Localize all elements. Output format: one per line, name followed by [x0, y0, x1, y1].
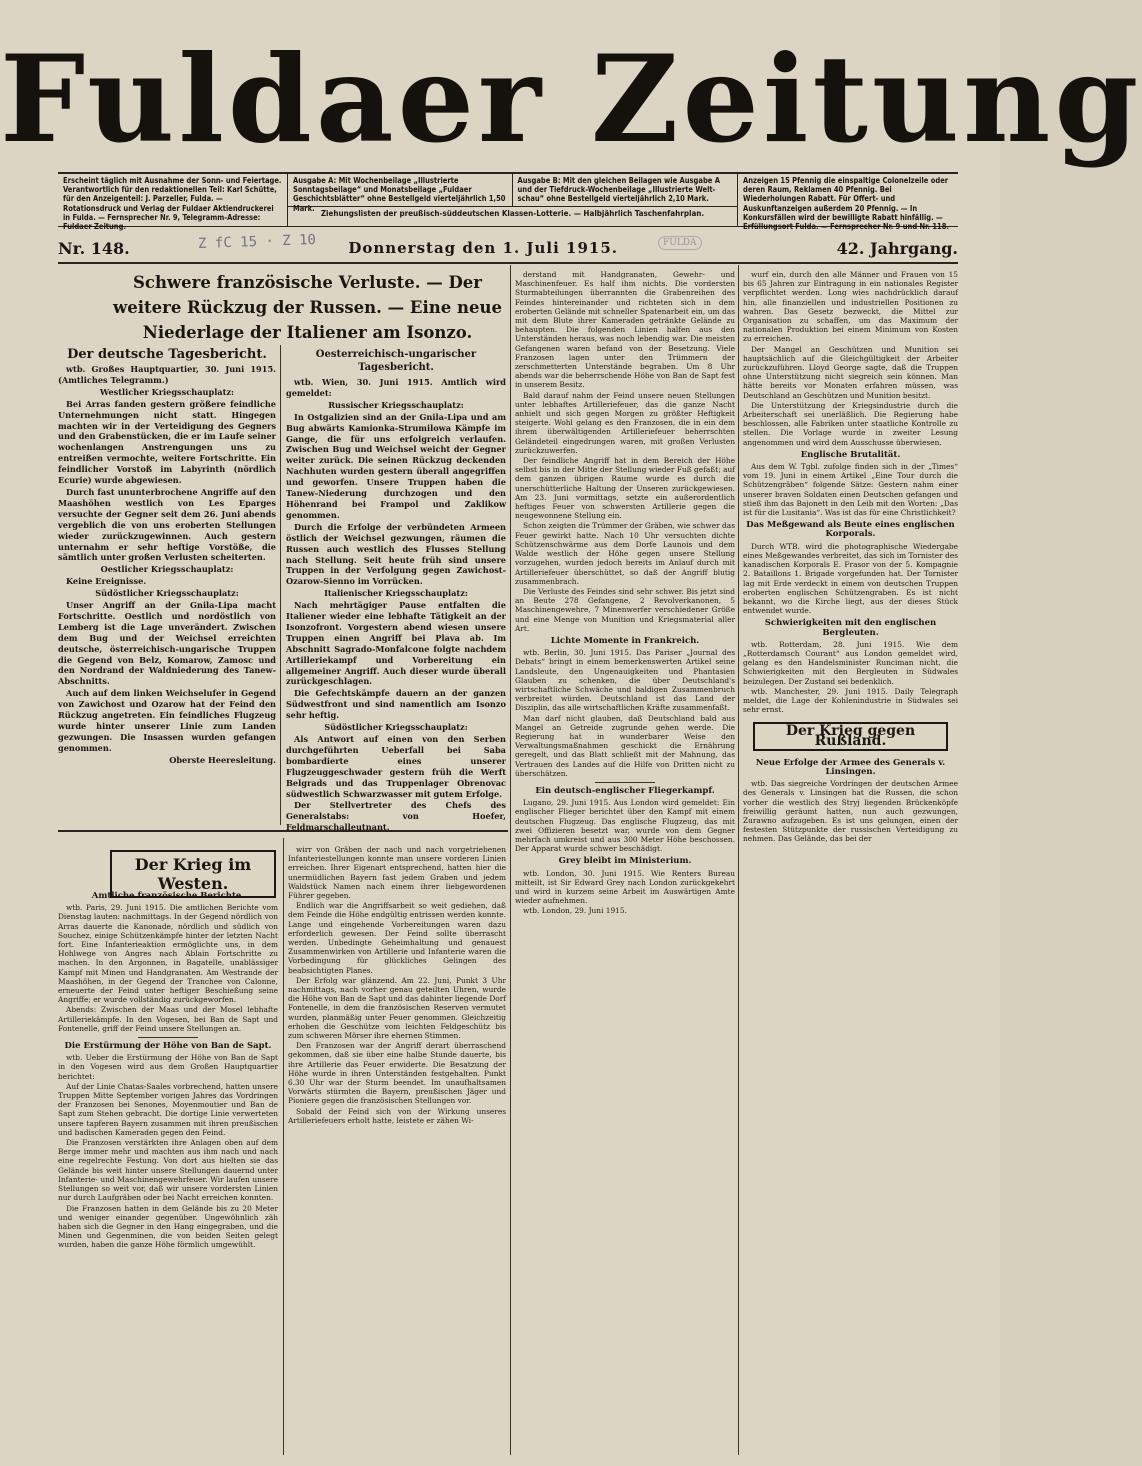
paragraph: Die Franzosen hatten in dem Gelände bis zu 20 Meter und weniger einander gegenüber. Ungewöhnlich zäh haben sich die Gegner in den Hang eingegraben, und die Minen und Gegenminen, die von beiden Seiten gelegt wurden, haben die ganze Höhe förmlich umgewühlt. — [58, 1203, 278, 1250]
paragraph: Russischer Kriegsschauplatz: — [328, 399, 464, 410]
library-stamp: FULDA — [658, 236, 702, 250]
section-title: Der deutsche Tagesbericht. — [67, 347, 267, 362]
paragraph: wtb. Paris, 29. Juni 1915. Die amtlichen Berichte vom Dienstag lauten: nachmittags. In der Gegend nördlich von Arras dauerte die Kanonade, nördlich und südlich von Souchez, einige Schützenkämpfe hinter der letzten Nacht fort. Eine Infanterieaktion ermöglichte uns, in dem Hohlwege von Angres nach Ablain Fortschritte zu machen. In den Argonnen, in Bagatelle, unablässiger Kampf mit Minen und Handgranaten. Am Westrande der Maashöhen, in der Gegend der Tranchee von Calonne, erneuerte der Feind unter heftiger Beschießung seine Angriffe; er wurde vollständig zurückgeworfen. — [58, 903, 278, 1005]
paragraph: Endlich war die Angriffsarbeit so weit gediehen, daß dem Feinde die Höhe endgültig entrissen werden konnte. Lange und eingehende Vorbereitungen waren dazu erforderlich gewesen. Der Feind sollte überrascht werden. Unbedingte Geheimhaltung und genauest Zusammenwirken von Artillerie und Infanterie waren die Vorbedingung für glückliches Gelingen des beabsichtigten Planes. — [288, 901, 506, 975]
paragraph: wtb. Berlin, 30. Juni 1915. Das Pariser „Journal des Debats“ bringt in einem bemerkenswerten Artikel seine Landsleute, den Ungenauigkeiten und Phantasien Glauben zu schenken, die über Deutschland's wirtschaftliche Schwäche und baldigen Zusammenbruch verbreitet würden. Deutschland ist das Land der Disziplin, das alle wirtschaftlichen Kräfte zusammenfaßt. — [515, 648, 735, 713]
masthead-title: Fuldaer Zeitung — [0, 29, 1142, 170]
column-divider — [738, 265, 739, 1455]
paragraph: wtb. Großes Hauptquartier, 30. Juni 1915. (Amtliches Telegramm.) — [58, 364, 276, 385]
subsection-title: Schwierigkeiten mit den englischen Bergleuten. — [764, 618, 937, 638]
section-box-title: Der Krieg im Westen. — [110, 850, 276, 898]
dateline — [58, 238, 958, 258]
paragraph: wurf ein, durch den alle Männer und Frauen von 15 bis 65 Jahren zur Eintragung in ein nationales Register verpflichtet werden. Long wies nachdrücklich darauf hin, alle finanziellen und industriellen Positionen zu wahren. Das Gesetz bezweckt, die Mittel zur Organisation zu schaffen, um das Maximum der nationalen Produktion bei einem Minimum von Kosten zu erreichen. — [743, 270, 958, 344]
info-edition-b: Ausgabe B: Mit den gleichen Beilagen wie Ausgabe A und der Tiefdruck-Wochenbeilage „Illustrierte Welt-schau“ ohne Bestellgeld vierteljährlich 2,10 Mark. — [517, 176, 720, 204]
paragraph: Bei Arras fanden gestern größere feindliche Unternehmungen nicht statt. Hingegen machten wir in der Verteidigung des Gegners und den Grabenstücken, die er im Laufe seiner wochenlangen Anstrengungen uns zu entreißen vermochte, weitere Fortschritte. Ein feindlicher Vorstoß im Labyrinth (nördlich Ecurie) wurde abgewiesen. — [58, 398, 276, 486]
paragraph: Unser Angriff an der Gnila-Lipa macht Fortschritte. Oestlich und nordöstlich von Lemberg ist die Lage unverändert. Zwischen dem Bug und der Weichsel erreichten deutsche, österreichisch-ungarische Truppen die Gegend von Belz, Komarow, Zamosc und den Nordrand der Waldniederung des Tanew-Abschnitts. — [58, 600, 276, 687]
paragraph: Auf der Linie Chatas-Saales vorbrechend, hatten unsere Truppen Mitte September vorigen Jahres das Vordringen der Franzosen bei Senones, Moyenmoutier und Ban de Sapt zum Stehen gebracht. Die dortige Linie verwerteten unsere tapferen Bayern zusammen mit ihren preußischen und badischen Kameraden gegen den Feind. — [58, 1081, 278, 1137]
paragraph: Als Antwort auf einen von den Serben durchgeführten Ueberfall bei Saba bombardierte eines unserer Flugzeuggeschwader gestern früh die Werft Belgrads und das Truppenlager Obrenovac südwestlich Schwarzwasser mit gutem Erfolge. — [286, 734, 506, 799]
subsection-title: Lichte Momente in Frankreich. — [550, 635, 700, 646]
column-oesterreichischer-tagesbericht — [286, 345, 506, 833]
paragraph: wirr von Gräben der nach und nach vorgetriebenen Infanteriestellungen konnte man unsere vorderen Linien erreichen. Ihrer Eigenart entsprechend, hatten hier die unermüdlichen Bayern fast jedem Graben und jedem Waldstück Namen nach einem ihrer liebgewordenen Führer gegeben. — [288, 845, 506, 901]
issue-date: Donnerstag den 1. Juli 1915. — [348, 239, 619, 257]
paragraph: Aus dem W. Tgbl. zufolge finden sich in der „Times“ vom 19. Juni in einem Artikel „Eine Tour durch die Schützengräben“ folgende Sätze: Gestern nahm einer unserer braven Soldaten einen Deutschen gefangen und stieß ihm das Bajonett in den Leib mit den Worten: „Das ist für die Lusitania“. Was ist das für eine Christlichkeit? — [743, 462, 958, 518]
paragraph: Die Unterstützung der Kriegsindustrie durch die Arbeiterschaft sei unerläßlich. Die Regierung habe beschlossen, alle Fabriken unter staatliche Kontrolle zu stellen. Die Vorlage wurde in zweiter Lesung angenommen und wird dem Ausschusse überwiesen. — [743, 400, 958, 447]
archive-stamp: Z fC 15 · Z 10 — [197, 231, 317, 253]
column-krieg-im-westen-continued — [288, 845, 506, 1457]
paragraph: Schon zeigten die Trümmer der Gräben, wie schwer das Feuer gewirkt hatte. Nach 10 Uhr versuchten dichte Schützenschwärme aus dem Dorfe Launois und dem Walde westlich der Höhe gegen unsere Stellung vorzugehen, wurden jedoch bereits im Anlauf durch mit Artilleriefeuer überschüttet, so daß der Angriff blutig zusammenbrach. — [515, 521, 735, 586]
section-rule — [58, 830, 508, 832]
subsection-title: Neue Erfolge der Armee des Generals v. Linsingen. — [755, 757, 946, 777]
paragraph: wtb. Manchester, 29. Juni 1915. Daily Telegraph meldet, die Lage der Kohlenindustrie in Südwales sei sehr ernst. — [743, 686, 958, 715]
paragraph: Durch WTB. wird die photographische Wiedergabe eines Meßgewandes verbreitet, das sich im Tornister des kanadischen Korporals E. Frasor von der 5. Kompagnie 2. Bataillons 1. Brigade vorgefunden hat. Der Tornister lag mit Erde verdeckt in einem von deutschen Truppen eroberten englischen Schützengraben. Es ist nicht bekannt, wo die Kirche liegt, aus der dieses Stück entwendet wurde. — [743, 541, 958, 616]
paragraph: Abends: Zwischen der Maas und der Mosel lebhafte Artilleriekämpfe. In den Vogesen, bei Ban de Sapt und Fontenelle, griff der Feind unsere Stellungen an. — [58, 1005, 278, 1033]
subsection-title: Die Erstürmung der Höhe von Ban de Sapt. — [64, 1041, 272, 1052]
paragraph: wtb. London, 29. Juni 1915. — [523, 906, 627, 916]
paragraph: Der feindliche Angriff hat in dem Bereich der Höhe selbst bis in der Mitte der Stellung wieder Fuß gefaßt; auf dem ganzen übrigen Raume wurde es durch die unerschütterliche Haltung der Unseren zurückgewiesen. Am 23. Juni vormittags, setzte ein außerordentlich heftiges Feuer von schwersten Artillerie gegen die neugewonnene Stellung ein. — [515, 456, 735, 521]
paragraph: Den Franzosen war der Angriff derart überraschend gekommen, daß sie über eine halbe Stunde dauerte, bis ihre Artillerie das Feuer erwiderte. Die Besatzung der Höhe wurde in ihren Unterständen festgehalten. Punkt 6.30 Uhr war der Sturm beendet. Im unaufhaltsamen Vorwärts stürmten die Bayern, preußischen Jäger und Pioniere gegen die französischen Stellungen vor. — [288, 1041, 506, 1106]
paragraph: Keine Ereignisse. — [66, 576, 147, 587]
paragraph: Der Mangel an Geschützen und Munition sei hauptsächlich auf die Gleichgültigkeit der Arbeiter zurückzuführen. Lloyd George sagte, daß die Truppen ohne Unterstützung nicht siegreich sein können. Man hätte bereits vor Monaten erfahren müssen, was Deutschland an Geschützen und Munition besitzt. — [743, 344, 958, 400]
column-divider — [280, 345, 281, 825]
paragraph: Lugano, 29. Juni 1915. Aus London wird gemeldet: Ein englischer Flieger berichtet über den Kampf mit einem deutschen Flugzeug. Das englische Flugzeug, das mit zwei Offizieren besetzt war, wurde von dem Gegner mehrfach umkreist und aus 300 Meter Höhe beschossen. Der Apparat wurde schwer beschädigt. — [515, 798, 735, 854]
paragraph: Durch die Erfolge der verbündeten Armeen östlich der Weichsel gezwungen, räumen die Russen auch westlich des Flusses Stellung nach Stellung. Seit heute früh sind unsere Truppen in der Verfolgung gegen Zawichost-Ozarow-Sienno im Vorrücken. — [286, 521, 506, 587]
paragraph: Bald darauf nahm der Feind unsere neuen Stellungen unter lebhaftes Artilleriefeuer, das die ganze Nacht anhielt und sich gegen Morgen zu größter Heftigkeit steigerte. Wohl gelang es den Franzosen, die in ein dem ihrem überwältigenden Artilleriefeuer beherrschten Geländeteil eingedrungen waren, mit großen Verlusten zurückzuwerfen. — [515, 390, 735, 455]
paragraph: Auch auf dem linken Weichselufer in Gegend von Zawichost und Ozarow hat der Feind den Rückzug angetreten. Ein feindliches Flugzeug wurde hinter unserer Linie zum Landen gezwungen. Die Insassen wurden gefangen genommen. — [58, 688, 276, 753]
paragraph: Der Stellvertreter des Chefs des Generalstabs: von Hoefer, Feldmarschalleutnant. — [286, 800, 506, 833]
paragraph: Italienischer Kriegsschauplatz: — [324, 588, 468, 599]
paragraph: wtb. Wien, 30. Juni 1915. Amtlich wird gemeldet: — [286, 377, 506, 398]
column-three — [515, 270, 735, 1458]
divider — [138, 1037, 198, 1038]
info-edition-a: Ausgabe A: Mit Wochenbeilage „Illustrierte Sonntagsbeilage“ und Monatsbeilage „Fuldaer Geschichtsblätter“ ohne Bestellgeld vierteljährlich 1,50 Mark. — [288, 174, 513, 206]
subsection-title: Das Meßgewand als Beute eines englischen Korporals. — [746, 520, 955, 540]
paragraph: wtb. Ueber die Erstürmung der Höhe von Ban de Sapt in den Vogesen wird aus dem Großen Hauptquartier berichtet: — [58, 1053, 278, 1081]
paragraph: wtb. Rotterdam, 28. Juni 1915. Wie dem „Rotterdamsch Courant“ aus London gemeldet wird, gelang es den Handelsminister Runciman nicht, die Schwierigkeiten mit den Bergleuten in Südwales beizulegen. Der Zustand sei bedenklich. — [743, 639, 958, 686]
paragraph: Durch fast ununterbrochene Angriffe auf den Maashöhen westlich von Les Eparges versuchte der Gegner seit dem 26. Juni abends vergeblich die von uns eroberten Stellungen wieder zurückzugewinnen. Auch gestern unternahm er sehr heftige Vorstöße, die sämtlich unter großen Verlusten scheiterten. — [58, 486, 276, 563]
paragraph: Nach mehrtägiger Pause entfalten die Italiener wieder eine lebhafte Tätigkeit an der Isonzofront. Vorgestern abend wiesen unsere Truppen einen Angriff bei Plava ab. Im Abschnitt Sagrado-Monfalcone folgte nachdem Artilleriekampf und Vorbereitung ein allgemeiner Angriff. Auch dieser wurde überall zurückgeschlagen. — [286, 600, 506, 687]
paragraph: Der Erfolg war glänzend. Am 22. Juni, Punkt 3 Uhr nachmittags, nach vorher genau geteilten Uhren, wurde die Höhe von Ban de Sapt und das dahinter liegende Dorf Fontenelle, in dem die französischen Reserven vermutet wurden, planmäßig unter Feuer genommen. Gleichzeitig erhoben die Geschütze vom leichten Feldgeschütz bis zum schweren Mörser ihre ehernen Stimmen. — [288, 975, 506, 1041]
info-row — [58, 172, 958, 232]
top-rule — [58, 262, 958, 264]
subsection-title: Ein deutsch-englischer Fliegerkampf. — [535, 785, 715, 796]
info-lottery: Ziehungslisten der preußisch-süddeutschen Klassen-Lotterie. — Halbjährlich Taschenfahrplan. — [320, 209, 705, 218]
subsection-title: Grey bleibt im Ministerium. — [558, 856, 692, 867]
paragraph: Man darf nicht glauben, daß Deutschland bald aus Mangel an Getreide zugrunde gehen werde. Die Regierung hat in wunderbarer Weise den Verwaltungsmaßnahmen geschickt die Ernährung geregelt, und das Blatt schließt mit der Mahnung, das Vertrauen des Landes auf die Hilfe von Dritten nicht zu überschätzen. — [515, 713, 735, 778]
subsection-title: Amtliche französische Berichte. — [91, 891, 245, 901]
issue-number: Nr. 148. — [58, 238, 130, 258]
paragraph: Oestlicher Kriegsschauplatz: — [100, 564, 234, 575]
section-title: Oesterreichisch-ungarischer Tagesbericht. — [315, 349, 477, 373]
paragraph: Südöstlicher Kriegsschauplatz: — [95, 588, 239, 599]
column-divider — [283, 838, 284, 1455]
paragraph: derstand mit Handgranaten, Gewehr- und Maschinenfeuer. Es half ihm nichts. Die vordersten Sturmabteilungen überrannten die Grabenreihen des Feindes hintereinander und richteten sich in dem eroberten Gelände mit schneller Spatenarbeit ein, um das mit dem Blute ihrer Kameraden getränkte Gelände zu behaupten. Die folgenden Linien halfen aus den Unterständen heraus, was noch lebendig war. Die meisten Gefangenen waren befand von der Besetzung. Viele Franzosen lagen unter den Trümmern der zerschmetterten Unterstände begraben. Um 8 Uhr abends war die beherrschende Höhe von Ban de Sapt fest in unserem Besitz. — [515, 270, 735, 390]
column-four — [743, 270, 958, 1458]
column-krieg-im-westen — [58, 888, 278, 1458]
subsection-title: Englische Brutalität. — [800, 449, 901, 460]
paragraph: Westlicher Kriegsschauplatz: — [99, 386, 235, 397]
main-headline: Schwere französische Verluste. — Der weitere Rückzug der Russen. — Eine neue Niederlage der Italiener am Isonzo. — [113, 273, 502, 342]
paragraph: In Ostgalizien sind an der Gnila-Lipa und am Bug abwärts Kamionka-Strumilowa Kämpfe im Gange, die für uns erfolgreich verlaufen. Zwischen Bug und Weichsel weicht der Gegner weiter zurück. Die seinen Rückzug deckenden Nachhuten wurden gestern überall angegriffen und geworfen. Unsere Truppen haben die Tanew-Niederung durchzogen und den Höhenrand bei Frampol und Zaklikow genommen. — [286, 411, 506, 520]
paragraph: Die Franzosen verstärkten ihre Anlagen oben auf dem Berge immer mehr und machten aus ihm nach und nach eine regelrechte Festung. Von dort aus hielten sie das Gelände bis weit hinter unsere Stellungen dauernd unter Infanterie- und Maschinengewehrfeuer. Wir laufen unsere Stellungen so weit vor, daß wir unsere vordersten Linien nur durch Laufgräben oder bei Nacht erreichen konnten. — [58, 1138, 278, 1203]
paragraph: wtb. London, 30. Juni 1915. Wie Renters Bureau mitteilt, ist Sir Edward Grey nach London zurückgekehrt und wird in kurzem seine Arbeit im Auswärtigen Amte wieder aufnehmen. — [515, 868, 735, 906]
section-box-title: Der Krieg gegen Rußland. — [753, 722, 948, 750]
volume: 42. Jahrgang. — [836, 238, 958, 258]
info-ads: Anzeigen 15 Pfennig die einspaltige Colonelzeile oder deren Raum, Reklamen 40 Pfennig. Bei Wiederholungen Rabatt. Für Offert- und Auskunftanzeigen außerdem 20 Pfennig. — In Konkursfällen wird der bewilligte Rabatt hinfällig. — Erfüllungsort Fulda. — Fernsprecher Nr. 9 und Nr. 118. — [743, 176, 949, 232]
paragraph: Die Gefechtskämpfe dauern an der ganzen Südwestfront und sind namentlich am Isonzo sehr heftig. — [286, 688, 506, 721]
divider — [595, 782, 655, 783]
paragraph: Sobald der Feind sich von der Wirkung unseres Artilleriefeuers erholt hatte, leistete er zähen Wi- — [288, 1106, 506, 1125]
column-deutscher-tagesbericht — [58, 345, 276, 825]
paragraph: wtb. Das siegreiche Vordringen der deutschen Armee des Generals v. Linsingen hat die Russen, die schon vorher die westlich des Stryj liegenden Brückenköpfe freiwillig geräumt hatten, nun auch gezwungen, Zurawno aufzugeben. Es ist uns gelungen, einen der festesten Stützpunkte der russischen Verteidigung zu nehmen. Das Gelände, das bei der — [743, 779, 958, 844]
column-divider — [510, 265, 511, 1455]
paragraph: Die Verluste des Feindes sind sehr schwer. Bis jetzt sind an Beute 278 Gefangene, 2 Revolverkanonen, 5 Maschinengewehre, 7 Minenwerfer verschiedener Größe und eine Menge von Munition und Kriegsmaterial aller Art. — [515, 586, 735, 633]
paragraph: Südöstlicher Kriegsschauplatz: — [324, 722, 468, 733]
paragraph: Oberste Heeresleitung. — [169, 754, 276, 765]
info-editions — [288, 174, 738, 226]
info-publisher: Erscheint täglich mit Ausnahme der Sonn- und Feiertage. Verantwortlich für den redaktionellen Teil: Karl Schütte, für den Anzeigenteil: J. Parzeller, Fulda. — Rotationsdruck und Verlag der Fuldaer Aktiendruckerei in Fulda. — Fernsprecher Nr. 9, Telegramm-Adresse: Fuldaer Zeitung. — [58, 174, 288, 226]
